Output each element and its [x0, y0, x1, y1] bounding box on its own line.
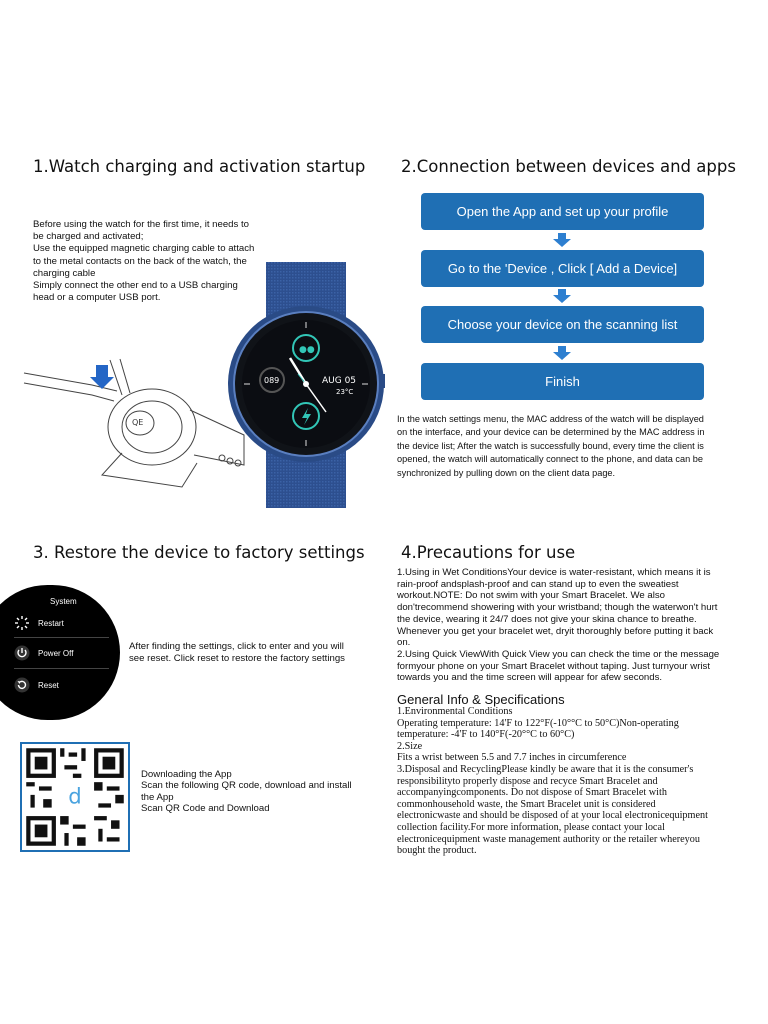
s4-line: workout.NOTE: Do not swim with your Smart Bracelet. We also: [397, 590, 665, 602]
menu-item-restart: [14, 615, 64, 631]
section-2-title: 2.Connection between devices and apps: [401, 157, 736, 176]
step-finish: Finish: [421, 363, 704, 400]
arrow-down-icon: [553, 289, 571, 303]
spec-text: [397, 706, 762, 857]
section-4-title: 4.Precautions for use: [401, 543, 576, 562]
divider: [14, 637, 109, 638]
spec-line: temperature: -4'F to 140°F(-20°°C to 60°C): [397, 729, 575, 741]
divider: [14, 668, 109, 669]
s2-line: on the interface, and your device can be determined by the MAC address in: [397, 427, 705, 438]
s1-line: Use the equipped magnetic charging cable to attach: [33, 243, 255, 255]
spec-line: 1.Environmental Conditions: [397, 706, 513, 717]
download-text: [141, 769, 381, 815]
menu-item-power-off: [14, 645, 73, 661]
arrow-down-icon: [553, 346, 571, 360]
charging-illustration: [22, 355, 247, 495]
watch-illustration: [226, 262, 386, 508]
s1-line: be charged and activated;: [33, 231, 144, 243]
spec-line: Fits a wrist between 5.5 and 7.7 inches in circumference: [397, 752, 627, 764]
menu-label: Reset: [38, 680, 59, 690]
spec-line: bought the product.: [397, 845, 477, 857]
s4-line: don'trecommend showering with your wristband; though the waterwon't hurt: [397, 602, 718, 614]
s2-line: the device list; After the watch is successfully bound, every time the client is: [397, 440, 704, 451]
s1-line: Before using the watch for the first time, it needs to: [33, 219, 249, 230]
spec-title: General Info & Specifications: [397, 692, 565, 707]
spec-line: 3.Disposal and RecyclingPlease kindly be aware that it is the consumer's: [397, 763, 694, 775]
spec-line: responsibilityto properly dispose and recyce Smart Bracelet and: [397, 775, 658, 787]
svg-text:d: d: [68, 783, 82, 809]
arrow-down-icon: [553, 233, 571, 247]
svg-text:QE: QE: [132, 418, 144, 427]
s3-line: After finding the settings, click to enter and you will: [129, 641, 344, 652]
s4-line: towards you and the time screen will appear for afew seconds.: [397, 672, 663, 684]
spec-line: collection facility.For more information, please contact your local: [397, 821, 665, 833]
s4-line: 2.Using Quick ViewWith Quick View you can check the time or the message: [397, 648, 720, 660]
s2-line: In the watch settings menu, the MAC address of the watch will be displayed: [397, 414, 704, 424]
s4-line: formyour phone on your Smart Bracelet without taping. Just turnyour wrist: [397, 660, 711, 672]
watch-date: AUG 05: [322, 376, 357, 386]
spec-line: commonhousehold waste, the Smart Bracelet unit is considered: [397, 798, 656, 810]
spec-line: electronicwaste and should be disposed of at your local electronicequipment: [397, 810, 708, 822]
s1-line: to the metal contacts on the back of the watch, the: [33, 255, 247, 267]
menu-item-reset: [14, 677, 59, 693]
s4-line: Whenever you get your bracelet wet, dryit thoroughly before putting it back: [397, 625, 714, 637]
s4-line: the device, wearing it 24/7 does not give your skina chance to breathe.: [397, 613, 697, 625]
section-2-text: [397, 413, 757, 480]
s4-line: on.: [397, 637, 411, 649]
section-1-title: 1.Watch charging and activation startup: [33, 157, 366, 176]
system-menu: [0, 585, 120, 720]
power-icon: [14, 645, 30, 661]
watch-temp: 23°C: [336, 388, 354, 396]
step-open-app: Open the App and set up your profile: [421, 193, 704, 230]
s4-line: rain-proof andsplash-proof and can stand up to even the sweatiest: [397, 578, 679, 590]
section-3-title: 3. Restore the device to factory settings: [33, 543, 365, 562]
spec-line: 2.Size: [397, 740, 423, 752]
reset-icon: [14, 677, 30, 693]
section-3-text: [129, 641, 379, 665]
step-choose-device: Choose your device on the scanning list: [421, 306, 704, 343]
spec-line: Operating temperature: 14'F to 122°F(-10°°C to 50°C)Non-operating: [397, 717, 679, 729]
s1-line: Simply connect the other end to a USB charging: [33, 280, 238, 292]
spec-line: accompanyingcomponents. Do not dispose of Smart Bracelet with: [397, 787, 667, 799]
download-line: Scan the following QR code, download and install: [141, 780, 352, 792]
download-line: Scan QR Code and Download: [141, 803, 270, 815]
s1-line: head or a computer USB port.: [33, 292, 161, 304]
qr-code: [20, 742, 130, 852]
download-line: Downloading the App: [141, 769, 232, 780]
menu-label: Restart: [38, 618, 64, 628]
qr-code-pattern: [22, 744, 128, 850]
spec-line: electronicequipment waste management authority or the retailer whereyou: [397, 833, 700, 845]
restart-icon: [14, 615, 30, 631]
watch-heart-rate: 089: [264, 376, 280, 385]
s2-line: synchronized by pulling down on the client data page.: [397, 467, 616, 478]
s4-line: 1.Using in Wet ConditionsYour device is water-resistant, which means it is: [397, 567, 711, 578]
section-4-text: [397, 567, 762, 684]
svg-text:●●: ●●: [299, 345, 315, 355]
s1-line: charging cable: [33, 267, 96, 279]
step-add-device: Go to the 'Device , Click [ Add a Device]: [421, 250, 704, 287]
menu-label: Power Off: [38, 648, 74, 658]
download-line: the App: [141, 791, 174, 803]
menu-header: System: [50, 597, 77, 606]
s3-line: see reset. Click reset to restore the factory settings: [129, 653, 345, 664]
s2-line: opened, the watch will automatically connect to the phone, and data can be: [397, 454, 703, 465]
